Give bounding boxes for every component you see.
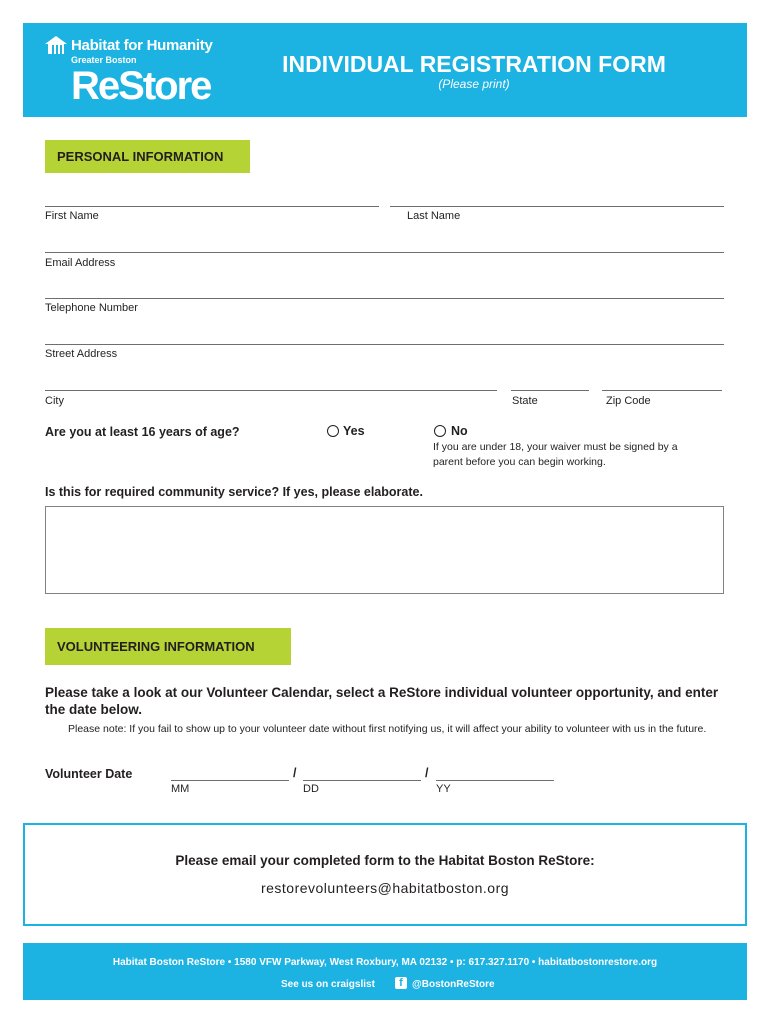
house-icon [45,36,67,54]
no-radio[interactable] [434,425,446,437]
city-field[interactable] [45,390,497,391]
first-name-field[interactable] [45,206,379,207]
last-name-field[interactable] [390,206,724,207]
date-separator-2: / [425,766,429,780]
form-header [23,23,747,117]
org-name: Habitat for Humanity [71,37,213,54]
volunteer-date-label: Volunteer Date [45,767,133,781]
state-label: State [512,395,538,407]
community-service-textarea[interactable] [45,506,724,594]
facebook-icon: f [395,977,407,989]
footer-address: Habitat Boston ReStore • 1580 VFW Parkway, West Roxbury, MA 02132 • p: 617.327.1170 • habitatbostonrestore.org [112,957,658,968]
street-field[interactable] [45,344,724,345]
telephone-label: Telephone Number [45,302,138,314]
dd-label: DD [303,783,319,795]
telephone-field[interactable] [45,298,724,299]
month-field[interactable] [171,780,289,781]
first-name-label: First Name [45,210,99,222]
mm-label: MM [171,783,190,795]
day-field[interactable] [303,780,421,781]
form-subtitle: (Please print) [438,77,510,91]
personal-info-heading: PERSONAL INFORMATION [45,140,250,173]
volunteering-info-heading: VOLUNTEERING INFORMATION [45,628,291,665]
under18-note: If you are under 18, your waiver must be signed by a parent before you can begin working. [433,441,678,468]
form-title: INDIVIDUAL REGISTRATION FORM [282,51,666,77]
city-label: City [45,395,64,407]
no-label: No [451,424,468,438]
zip-field[interactable] [602,390,722,391]
age-question: Are you at least 16 years of age? [45,425,240,439]
yes-radio[interactable] [327,425,339,437]
craigslist-link[interactable]: See us on craigslist [281,979,375,990]
org-subtitle: Greater Boston [71,55,137,65]
year-field[interactable] [436,780,554,781]
restore-logo [45,33,215,111]
volunteer-email-link[interactable]: restorevolunteers@habitatboston.org [260,880,510,896]
facebook-link[interactable]: @BostonReStore [412,979,495,990]
yy-label: YY [436,783,451,795]
email-label: Email Address [45,257,116,269]
yes-label: Yes [343,424,365,438]
volunteer-instruction: Please take a look at our Volunteer Calendar, select a ReStore individual volunteer opportunity, and enter the date below. [45,685,719,717]
volunteer-note: Please note: If you fail to show up to your volunteer date without first notifying us, it will affect your ability to volunteer with us in the future. [68,723,707,735]
state-field[interactable] [511,390,589,391]
last-name-label: Last Name [407,210,461,222]
page-footer [23,943,747,1000]
zip-label: Zip Code [606,395,651,407]
date-separator-1: / [293,766,297,780]
community-service-question: Is this for required community service? If yes, please elaborate. [45,485,423,499]
brand-name: ReStore [71,64,211,108]
email-instructions-box [23,823,747,926]
email-field[interactable] [45,252,724,253]
email-heading: Please email your completed form to the Habitat Boston ReStore: [175,853,595,868]
street-label: Street Address [45,348,118,360]
